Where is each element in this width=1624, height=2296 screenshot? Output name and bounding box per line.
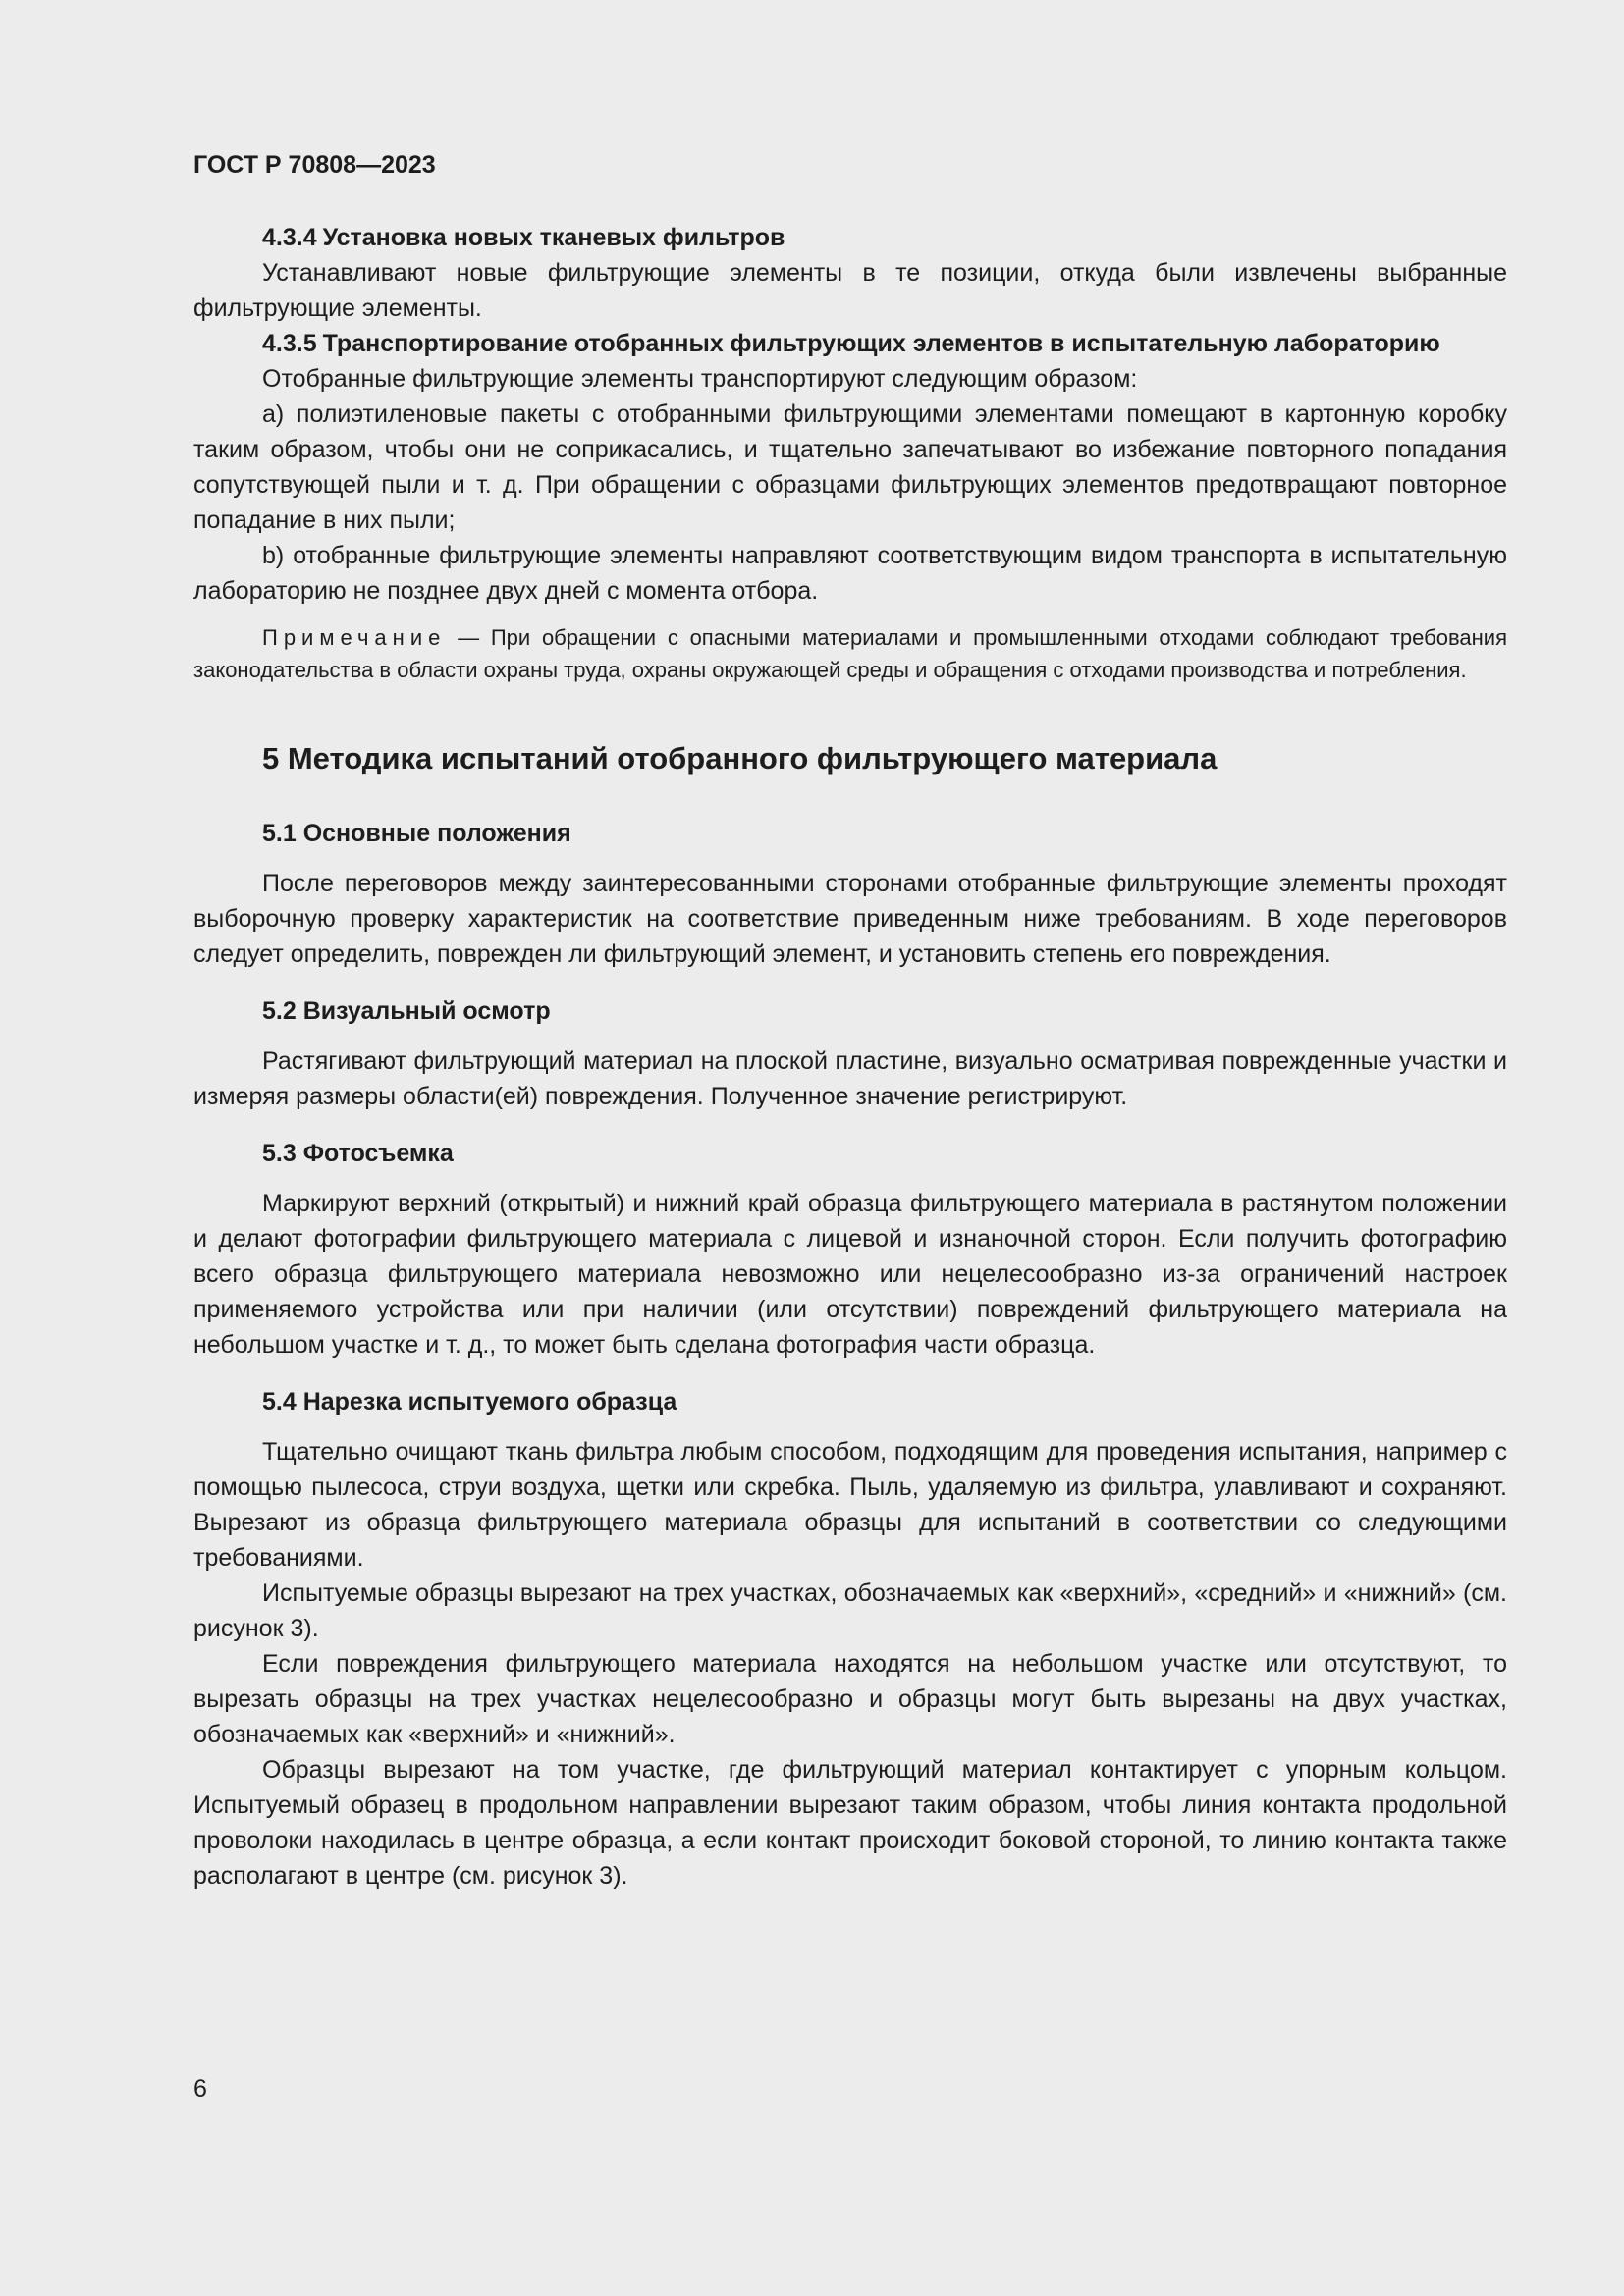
paragraph: После переговоров между заинтересованными сторонами отобранные фильтрующие элементы проходят выборочную проверку характеристик на соответствие приведенным ниже требованиям. В ходе переговоров следует определить, поврежден ли фильтрующий элемент, и установить степень его повреждения. [193, 870, 1507, 968]
document-designation: ГОСТ Р 70808—2023 [193, 151, 436, 179]
paragraph: Испытуемые образцы вырезают на трех участках, обозначаемых как «верхний», «средний» и «нижний» (см. рисунок 3). [193, 1579, 1507, 1642]
subsection-number: 4.3.4 [262, 224, 317, 251]
subsection-5-1-heading: 5.1 Основные положения [262, 820, 571, 847]
note [193, 621, 1507, 686]
paragraph: Отобранные фильтрующие элементы транспортируют следующим образом: [262, 365, 1138, 393]
subsection-4-3-4-heading [193, 220, 1507, 255]
subsection-5-2-heading: 5.2 Визуальный осмотр [262, 997, 551, 1025]
document-body [193, 220, 1507, 1894]
paragraph: Тщательно очищают ткань фильтра любым способом, подходящим для проведения испытания, например с помощью пылесоса, струи воздуха, щетки или скребка. Пыль, удаляемую из фильтра, улавливают и сохраняют. Вырезают из образца фильтрующего материала образцы для испытаний в соответствии со следующими требованиями. [193, 1438, 1507, 1572]
subsection-4-3-5-heading [193, 326, 1507, 361]
subsection-number: 4.3.5 [262, 330, 317, 357]
paragraph: Маркируют верхний (открытый) и нижний край образца фильтрующего материала в растянутом положении и делают фотографии фильтрующего материала с лицевой и изнаночной сторон. Если получить фотографию всего образца фильтрующего материала невозможно или нецелесообразно из-за ограничений настроек применяемого устройства или при наличии (или отсутствии) повреждений фильтрующего материала на небольшом участке и т. д., то может быть сделана фотография части образца. [193, 1190, 1507, 1359]
note-label: Примечание [262, 625, 447, 650]
page-number: 6 [193, 2075, 207, 2103]
paragraph: Устанавливают новые фильтрующие элементы в те позиции, откуда были извлечены выбранные фильтрующие элементы. [193, 259, 1507, 322]
paragraph: Если повреждения фильтрующего материала находятся на небольшом участке или отсутствуют, то вырезать образцы на трех участках нецелесообразно и образцы могут быть вырезаны на двух участках, обозначаемых как «верхний» и «нижний». [193, 1650, 1507, 1748]
list-item-a: a) полиэтиленовые пакеты с отобранными фильтрующими элементами помещают в картонную коробку таким образом, чтобы они не соприкасались, и тщательно запечатывают во избежание повторного попадания сопутствующей пыли и т. д. При обращении с образцами фильтрующих элементов предотвращают повторное попадание в них пыли; [193, 400, 1507, 534]
subsection-5-3-heading: 5.3 Фотосъемка [262, 1140, 454, 1167]
subsection-title: Установка новых тканевых фильтров [322, 224, 785, 251]
paragraph: Растягивают фильтрующий материал на плоской пластине, визуально осматривая поврежденные участки и измеряя размеры области(ей) повреждения. Полученное значение регистрируют. [193, 1047, 1507, 1110]
paragraph: Образцы вырезают на том участке, где фильтрующий материал контактирует с упорным кольцом. Испытуемый образец в продольном направлении вырезают таким образом, чтобы линия контакта продольной проволоки находилась в центре образца, а если контакт происходит боковой стороной, то линию контакта также располагают в центре (см. рисунок 3). [193, 1756, 1507, 1890]
list-item-b: b) отобранные фильтрующие элементы направляют соответствующим видом транспорта в испытательную лабораторию не позднее двух дней с момента отбора. [193, 542, 1507, 605]
subsection-title: Транспортирование отобранных фильтрующих элементов в испытательную лабораторию [322, 330, 1440, 357]
section-5-heading: 5 Методика испытаний отобранного фильтрующего материала [262, 741, 1218, 775]
note-text: — При обращении с опасными материалами и промышленными отходами соблюдают требования законодательства в области охраны труда, охраны окружающей среды и обращения с отходами производства и потребления. [193, 625, 1507, 682]
subsection-5-4-heading: 5.4 Нарезка испытуемого образца [262, 1388, 677, 1415]
